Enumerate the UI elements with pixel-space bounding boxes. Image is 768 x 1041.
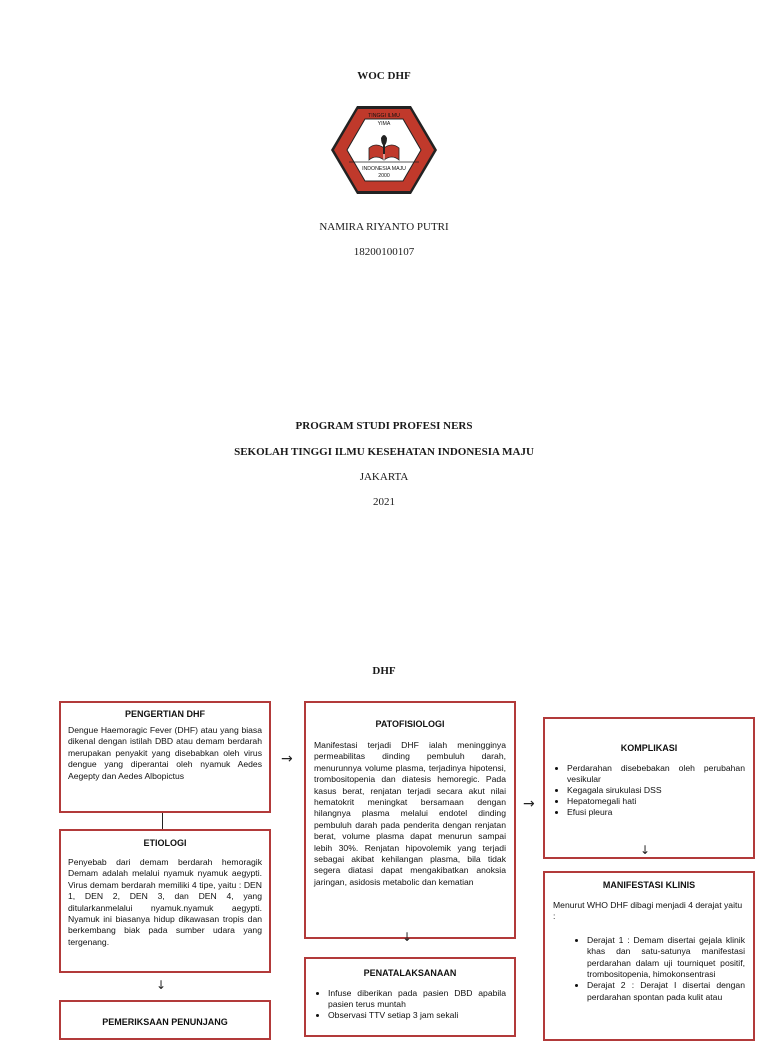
year: 2021	[373, 496, 395, 508]
author-name: NAMIRA RIYANTO PUTRI	[319, 221, 449, 233]
manifestasi-box	[543, 871, 755, 1041]
institution-logo	[329, 104, 439, 196]
etiologi-box	[59, 829, 271, 973]
pengertian-title: PENGERTIAN DHF	[124, 709, 205, 719]
patofisiologi-box	[304, 701, 516, 939]
manifestasi-item: • Derajat 2 : Derajat I disertai dengan perdarahan spontan pada kulit atau	[587, 980, 745, 1003]
patofisiologi-title: PATOFISIOLOGI	[375, 719, 445, 729]
arrow-down-icon: ↓	[156, 978, 167, 992]
arrow-down-icon: ↓	[402, 930, 413, 944]
komplikasi-item: • Efusi pleura	[567, 807, 745, 818]
arrow-down-icon: ↓	[640, 843, 651, 857]
penatalaksanaan-title: PENATALAKSANAAN	[363, 968, 457, 978]
logo-bottom-text: INDONESIA MAJU	[362, 166, 406, 172]
logo-yima-text: YIMA	[377, 121, 391, 127]
pengertian-text: Dengue Haemoragic Fever (DHF) atau yang biasa dikenal dengan istilah DBD atau demam berdarah merupakan penyakit yang disebabkan oleh virus dengue yang diperantai oleh nyamuk Aedes Aegepty dan Aedes Albopictus	[68, 725, 262, 781]
komplikasi-title: KOMPLIKASI	[620, 743, 678, 753]
pemeriksaan-box	[59, 1000, 271, 1040]
patofisiologi-text: Manifestasi terjadi DHF ialah meningginya permeabilitas dinding pembuluh darah, menurunnya volume plasma, terjadinya hipotensi, trombositopenia dan diatesis hemoregic. Pada kasus berat, renjatan terjadi secara akut nilai hematokrit meningkat bersamaan dengan hilangnya plasma melalui endotel dinding pembuluh darah pada penderita dengan renjatan berat, volume plasma dapat menurun sampai lebih 30%. Renjatan hipovolemik yang terjadi sebagai akibat kehilangan plasma, bila tidak segera diatasi dapat mengakibatkan anoksia jaringan, asidosis metabolic dan kematian	[314, 740, 506, 887]
penatalaksanaan-item: • Observasi TTV setiap 3 jam sekali	[328, 1010, 506, 1021]
program-name: PROGRAM STUDI PROFESI NERS	[295, 420, 473, 432]
logo-top-text: TINGGI ILMU	[368, 113, 400, 119]
etiologi-text: Penyebab dari demam berdarah hemoragik Demam adalah melalui nyamuk nyamuk aegypti. Virus demam berdarah memiliki 4 tipe, yaitu : DEN 1, DEN 2, DEN 3, dan DEN 4, yang ditularkanmelalui nyamuk.nyamuk aegypti. Nyamuk ini biasanya hidup dikawasan tropis dan berkembang biak pada sumber udara yang tergenang.	[68, 857, 262, 947]
etiologi-title: ETIOLOGI	[143, 838, 187, 848]
komplikasi-item: • Kegagala sirukulasi DSS	[567, 785, 745, 796]
komplikasi-box	[543, 717, 755, 859]
komplikasi-item: • Perdarahan disebebakan oleh perubahan vesikular	[567, 763, 745, 785]
manifestasi-title: MANIFESTASI KLINIS	[602, 880, 696, 890]
logo-year-text: 2000	[378, 173, 390, 179]
diagram-heading: DHF	[372, 665, 396, 677]
arrow-right-icon: →	[523, 796, 535, 812]
penatalaksanaan-box	[304, 957, 516, 1037]
pemeriksaan-title: PEMERIKSAAN PENUNJANG	[102, 1017, 228, 1027]
institution-name: SEKOLAH TINGGI ILMU KESEHATAN INDONESIA MAJU	[234, 446, 534, 458]
student-id: 18200100107	[353, 246, 415, 258]
document-title: WOC DHF	[357, 70, 411, 82]
arrow-right-icon: →	[281, 751, 293, 767]
pengertian-box	[59, 701, 271, 813]
city: JAKARTA	[359, 471, 409, 483]
manifestasi-intro: Menurut WHO DHF dibagi menjadi 4 derajat yaitu :	[553, 900, 743, 922]
connector-line	[162, 813, 163, 830]
manifestasi-item: • Derajat 1 : Demam disertai gejala klinik khas dan satu-satunya manifestasi perdarahan dalam uji tourniquet positif, trombositopenia, himokonsentrasi	[587, 935, 745, 981]
komplikasi-item: • Hepatomegali hati	[567, 796, 745, 807]
penatalaksanaan-item: • Infuse diberikan pada pasien DBD apabila pasien terus muntah	[328, 988, 506, 1010]
